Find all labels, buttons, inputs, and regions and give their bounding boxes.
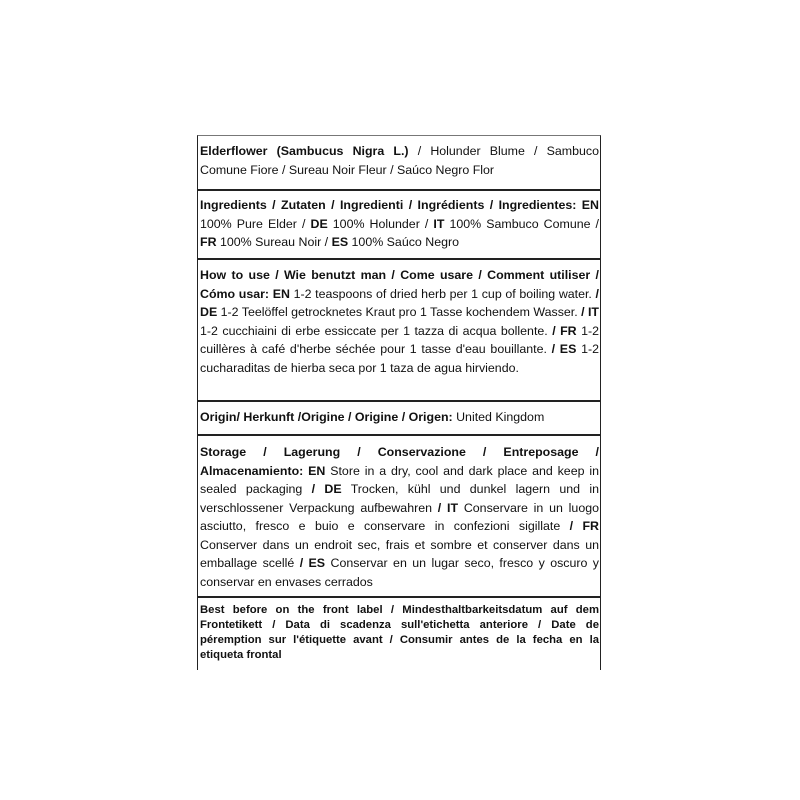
lang-code-en: EN	[308, 463, 326, 478]
lang-code-fr: / FR	[552, 323, 577, 338]
ingredients-fr: 100% Sureau Noir /	[216, 235, 332, 249]
lang-code-de: / DE	[200, 286, 599, 319]
section-divider	[198, 189, 600, 191]
usage-en: 1-2 teaspoons of dried herb per 1 cup of boiling water.	[289, 286, 596, 301]
storage-es: Conservar en un lugar seco, fresco y oscuro y conservar en envases cerrados	[200, 556, 599, 589]
storage-fr: Conserver dans un endroit sec, frais et sombre et conserver dans un emballage scellé	[200, 537, 599, 570]
origin-heading: Origin/ Herkunft /Origine / Origine / Origen:	[200, 410, 453, 424]
usage-it: 1-2 cucchiaini di erbe essiccate per 1 tazza di acqua bollente.	[200, 323, 553, 338]
lang-code-es: / ES	[299, 556, 326, 570]
ingredients-heading: Ingredients / Zutaten / Ingredienti / Ingrédients / Ingredientes:	[200, 198, 577, 212]
ingredients-de: 100% Holunder /	[327, 216, 434, 231]
storage-en: Store in a dry, cool and dark place and keep in sealed packaging	[200, 463, 599, 496]
lang-code-es: ES	[331, 235, 349, 249]
usage-heading: How to use / Wie benutzt man / Come usare / Comment utiliser / Cómo usar:	[200, 268, 599, 301]
ingredients-section	[198, 196, 600, 252]
product-title	[198, 142, 600, 179]
ingredients-it: 100% Sambuco Comune /	[444, 216, 599, 231]
lang-code-it: / IT	[581, 305, 600, 319]
storage-heading: Storage / Lagerung / Conservazione / Entreposage / Almacenamiento:	[200, 445, 599, 478]
section-divider	[198, 596, 600, 598]
product-label	[197, 135, 601, 670]
lang-code-es: / ES	[551, 342, 577, 356]
section-divider	[198, 434, 600, 436]
lang-code-it: / IT	[437, 500, 459, 515]
title-latin-name: Elderflower (Sambucus Nigra L.)	[200, 144, 409, 158]
storage-de: Trocken, kühl und dunkel lagern und in verschlossener Verpackung aufbewahren	[200, 482, 599, 515]
usage-es: 1-2 cucharaditas de hierba seca por 1 taza de agua hirviendo.	[200, 342, 599, 375]
storage-section	[198, 443, 600, 591]
best-before-text: Best before on the front label / Mindesthaltbarkeitsdatum auf dem Frontetikett / Data di scadenza sull'etichetta anteriore / Date de péremption sur l'étiquette avant / Consumir antes de la fecha en la etiqueta frontal	[200, 604, 599, 661]
lang-code-fr: / FR	[569, 519, 599, 533]
section-divider	[198, 258, 600, 260]
lang-code-en: EN	[272, 286, 290, 301]
usage-de: 1-2 Teelöffel getrocknetes Kraut pro 1 Tasse kochendem Wasser.	[217, 305, 582, 319]
lang-code-en: EN	[581, 198, 599, 212]
origin-section	[198, 408, 600, 427]
usage-section	[198, 266, 600, 377]
best-before-section	[198, 603, 600, 663]
lang-code-it: IT	[433, 216, 445, 231]
storage-it: Conservare in un luogo asciutto, fresco e buio e conservare in confezioni sigillate	[200, 500, 599, 533]
ingredients-en: 100% Pure Elder /	[200, 216, 311, 231]
lang-code-fr: FR	[200, 235, 217, 249]
title-translations: / Holunder Blume / Sambuco Comune Fiore / Sureau Noir Fleur / Saúco Negro Flor	[200, 144, 599, 177]
usage-fr: 1-2 cuillères à café d'herbe séchée pour 1 tasse d'eau bouillante.	[200, 323, 599, 356]
origin-value: United Kingdom	[452, 410, 545, 424]
ingredients-es: 100% Saúco Negro	[348, 235, 459, 249]
lang-code-de: DE	[310, 216, 328, 231]
lang-code-de: / DE	[311, 482, 342, 496]
section-divider	[198, 400, 600, 402]
